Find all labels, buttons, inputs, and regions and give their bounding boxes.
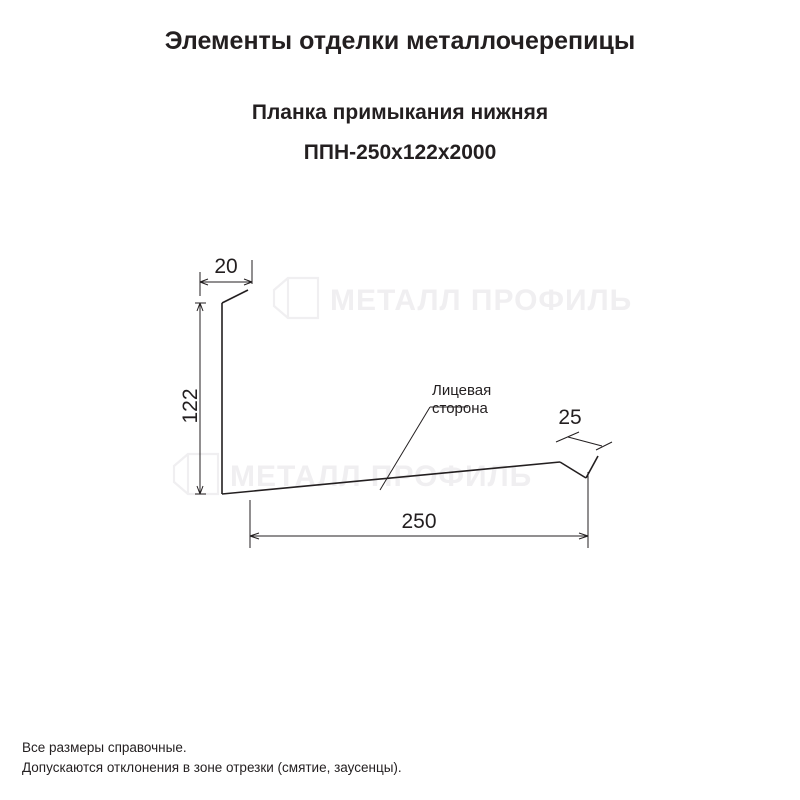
- dimension-122-label: 122: [179, 388, 202, 424]
- drawing-svg: [0, 210, 800, 630]
- technical-drawing: [0, 210, 800, 630]
- product-name: Планка примыкания нижняя: [251, 101, 549, 124]
- product-code: ППН-250х122х2000: [303, 141, 497, 165]
- footer-line-2: Допускаются отклонения в зоне отрезки (смятие, заусенцы).: [22, 759, 402, 775]
- watermark-label-2: МЕТАЛЛ ПРОФИЛЬ: [230, 460, 533, 493]
- dimension-25-label: 25: [558, 406, 582, 429]
- watermark-label: МЕТАЛЛ ПРОФИЛЬ: [330, 284, 633, 317]
- page-title: Элементы отделки металлочерепицы: [164, 27, 636, 55]
- watermark-bottom: [174, 454, 532, 494]
- face-side-label-line1: Лицевая: [432, 382, 492, 399]
- dimension-25: [556, 432, 612, 450]
- face-side-label-line2: сторона: [432, 400, 488, 417]
- dimension-20-label: 20: [214, 255, 238, 278]
- footer-line-1: Все размеры справочные.: [22, 739, 187, 755]
- title-block: [0, 26, 800, 56]
- dimension-250-label: 250: [401, 510, 437, 533]
- watermark-group: [174, 278, 632, 494]
- watermark-top: [274, 278, 632, 318]
- footer-notes: [22, 738, 782, 779]
- subtitle-block: [0, 100, 800, 167]
